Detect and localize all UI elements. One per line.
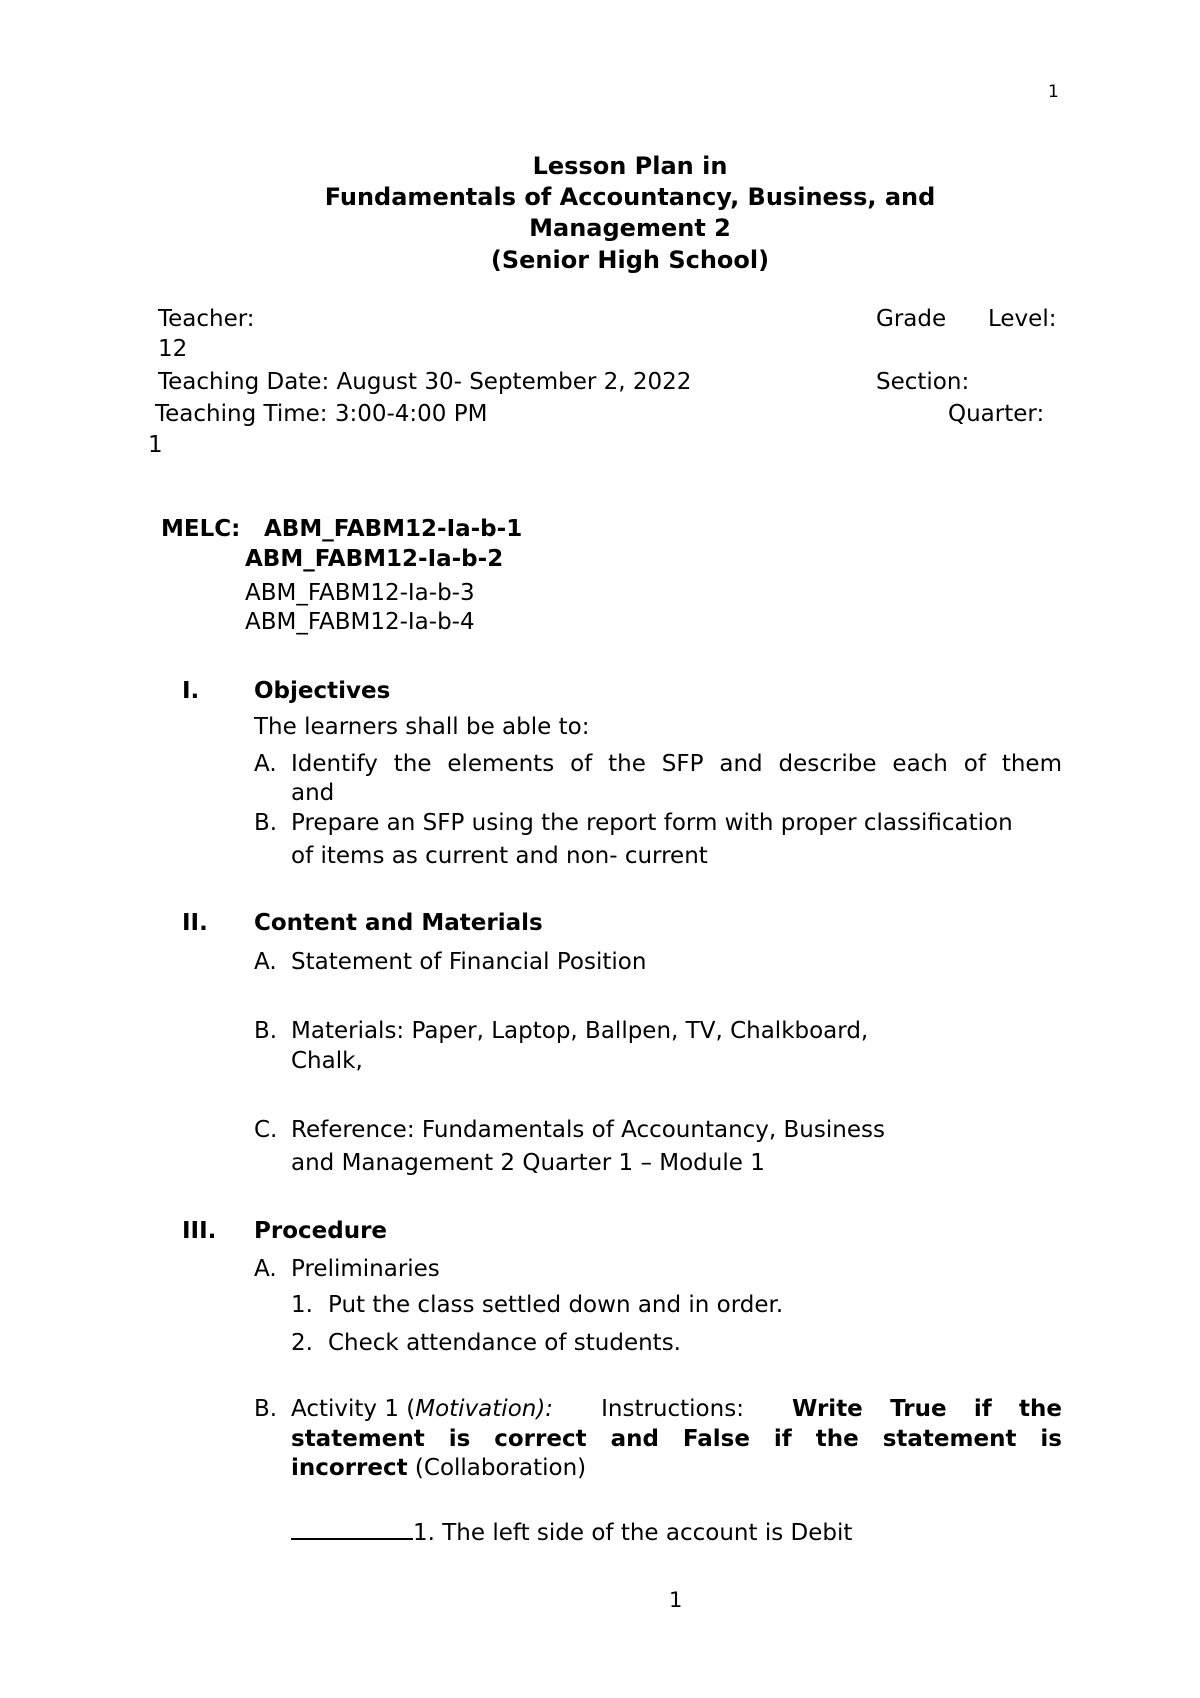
grade-level-value: 12: [158, 336, 188, 362]
quarter-value: 1: [148, 432, 163, 458]
content-heading: Content and Materials: [254, 910, 543, 936]
activity-line-1: [291, 1396, 1062, 1422]
title-line-4: (Senior High School): [490, 246, 770, 274]
objectives-intro: The learners shall be able to:: [254, 714, 590, 740]
true-false-item-1: [291, 1516, 852, 1546]
title-line-2: Fundamentals of Accountancy, Business, and: [324, 183, 936, 211]
teaching-date: Teaching Date: August 30- September 2, 2022: [158, 369, 692, 395]
teaching-time: Teaching Time: 3:00-4:00 PM: [155, 401, 488, 427]
content-b-line-2: Chalk,: [291, 1048, 363, 1074]
objective-a-line-1: Identify the elements of the SFP and describe each of them: [291, 751, 1062, 777]
objective-a-line-2: and: [291, 780, 335, 806]
page-number-top: 1: [1048, 82, 1059, 102]
item-1-text: 1. The left side of the account is Debit: [413, 1520, 853, 1546]
content-c-letter: C.: [254, 1117, 278, 1143]
content-c-line-1: Reference: Fundamentals of Accountancy, Business: [291, 1117, 885, 1143]
instruction-bold-2: statement is correct and False if the statement is: [291, 1426, 1062, 1452]
step-1-number: 1.: [291, 1292, 313, 1318]
procedure-a-letter: A.: [254, 1256, 277, 1282]
activity-label: [291, 1396, 553, 1422]
instruction-bold-1: Write True if the: [792, 1396, 1062, 1422]
content-b-line-1: Materials: Paper, Laptop, Ballpen, TV, Chalkboard,: [291, 1018, 869, 1044]
melc-code-1: ABM_FABM12-Ia-b-1: [264, 516, 523, 542]
motivation-text: Motivation):: [415, 1396, 554, 1422]
objective-b-letter: B.: [254, 810, 278, 836]
procedure-heading: Procedure: [254, 1218, 388, 1244]
section-numeral-3: III.: [182, 1218, 217, 1244]
section-numeral-2: II.: [182, 910, 208, 936]
instruction-bold-word: incorrect: [291, 1455, 408, 1481]
answer-blank[interactable]: [291, 1516, 413, 1540]
procedure-a-text: Preliminaries: [291, 1256, 440, 1282]
step-2-text: Check attendance of students.: [328, 1330, 681, 1356]
step-2-number: 2.: [291, 1330, 313, 1356]
instructions-label: Instructions:: [601, 1396, 744, 1422]
procedure-b-letter: B.: [254, 1396, 278, 1422]
objective-a-letter: A.: [254, 751, 277, 777]
objective-b-line-1: Prepare an SFP using the report form with proper classification: [291, 810, 1013, 836]
instruction-line-3: [291, 1455, 586, 1481]
section-numeral-1: I.: [182, 678, 200, 704]
content-c-line-2: and Management 2 Quarter 1 – Module 1: [291, 1150, 765, 1176]
quarter-label: Quarter:: [948, 401, 1045, 427]
teacher-label: Teacher:: [158, 306, 255, 332]
melc-label: MELC:: [161, 516, 241, 542]
melc-code-4: ABM_FABM12-Ia-b-4: [245, 609, 475, 635]
melc-code-2: ABM_FABM12-Ia-b-2: [245, 546, 504, 572]
section-label: Section:: [876, 369, 970, 395]
melc-code-3: ABM_FABM12-Ia-b-3: [245, 580, 475, 606]
objective-b-line-2: of items as current and non- current: [291, 843, 708, 869]
content-a-letter: A.: [254, 949, 277, 975]
collaboration-label: (Collaboration): [414, 1455, 587, 1481]
page-number-bottom: 1: [669, 1588, 683, 1612]
grade-label: Grade: [876, 306, 947, 332]
content-a-text: Statement of Financial Position: [291, 949, 647, 975]
content-b-letter: B.: [254, 1018, 278, 1044]
objectives-heading: Objectives: [254, 678, 391, 704]
activity-text: Activity 1 (: [291, 1396, 416, 1422]
title-line-1: Lesson Plan in: [532, 152, 728, 180]
level-label: Level:: [988, 306, 1057, 332]
step-1-text: Put the class settled down and in order.: [328, 1292, 784, 1318]
title-line-3: Management 2: [529, 214, 731, 242]
